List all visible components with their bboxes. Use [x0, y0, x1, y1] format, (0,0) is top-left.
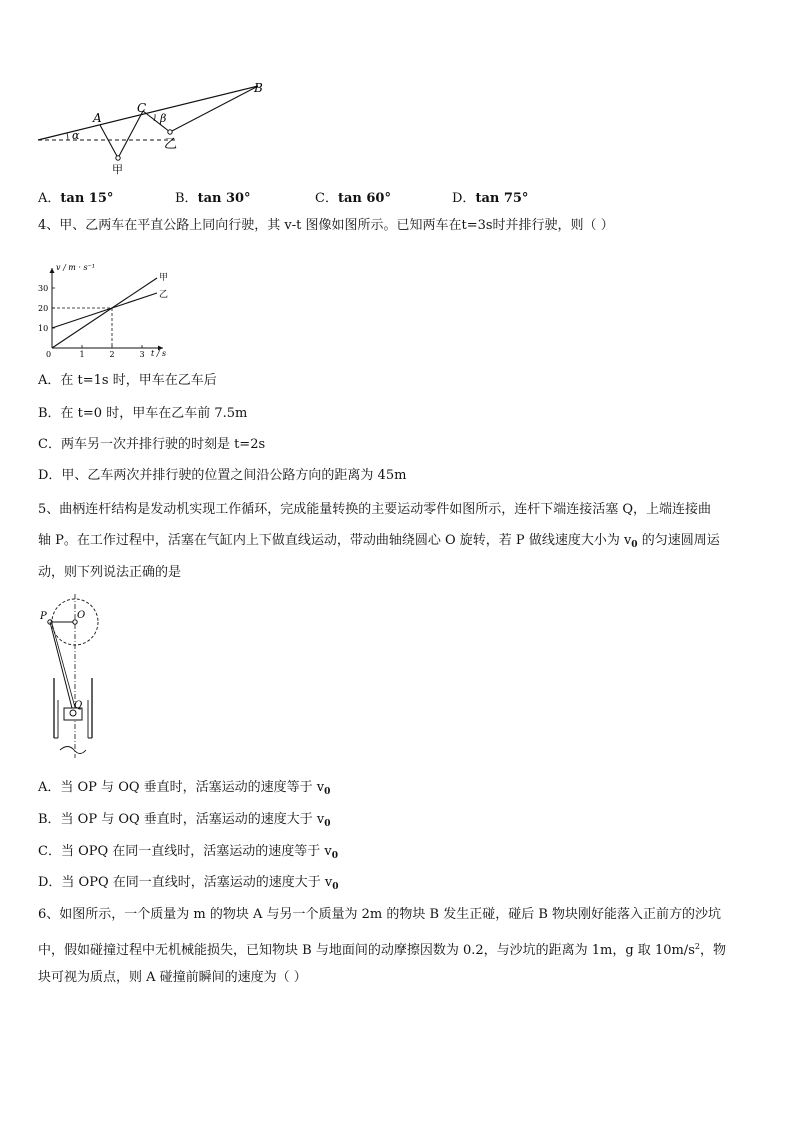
q4-option-a[interactable]: A．在 t=1s 时，甲车在乙车后 — [38, 373, 217, 388]
y-axis-label: v / m · s⁻¹ — [56, 263, 96, 272]
q3-option-a[interactable]: A．tan 15° — [38, 191, 114, 206]
series-label-0: 甲 — [159, 273, 169, 283]
q5-stem-line2: 轴 P。在工作过程中，活塞在气缸内上下做直线运动，带动曲轴绕圆心 O 旋转，若 P 做线速度大小为 $v_0$ 的匀速圆周运 — [38, 533, 720, 550]
q4-option-c[interactable]: C．两车另一次并排行驶的时刻是 t=2s — [38, 437, 266, 452]
fig3-label-alpha: α — [72, 129, 80, 142]
x-tick-label: 3 — [139, 350, 145, 359]
x-tick-label: 1 — [79, 350, 85, 359]
q5-stem-line1: 5、曲柄连杆结构是发动机实现工作循环，完成能量转换的主要运动零件如图所示，连杆下端连接活塞 Q，上端连接曲 — [38, 502, 712, 517]
x-tick-label: 2 — [109, 350, 115, 359]
q5-stem-line3: 动，则下列说法正确的是 — [38, 565, 182, 580]
y-axis-arrow — [50, 268, 55, 273]
q4-stem: 4、甲、乙两车在平直公路上同向行驶，其 v-t 图像如图所示。已知两车在t=3s时并排行驶，则（ ） — [38, 218, 614, 233]
fig3-label-c: C — [137, 101, 147, 115]
q5-label-q: Q — [74, 700, 83, 711]
q5-option-a[interactable]: A．当 OP 与 OQ 垂直时，活塞运动的速度等于 $v_0$ — [38, 780, 331, 797]
q5-option-b[interactable]: B．当 OP 与 OQ 垂直时，活塞运动的速度大于 $v_0$ — [38, 812, 331, 829]
q3-figure — [30, 74, 270, 178]
q4-option-d[interactable]: D．甲、乙车两次并排行驶的位置之间沿公路方向的距离为 45m — [38, 468, 407, 483]
q3-option-b[interactable]: B．tan 30° — [175, 191, 251, 206]
y-tick-label: 30 — [38, 284, 49, 293]
fig3-label-b: B — [254, 81, 263, 95]
fig3-label-yi: 乙 — [164, 137, 178, 152]
q5-label-p: P — [40, 611, 47, 622]
series-line-0 — [52, 278, 157, 348]
q4-option-b[interactable]: B．在 t=0 时，甲车在乙车前 7.5m — [38, 406, 248, 421]
q5-option-d[interactable]: D．当 OPQ 在同一直线时，活塞运动的速度大于 $v_0$ — [38, 875, 339, 892]
series-line-1 — [52, 293, 157, 328]
fig3-label-beta: β — [160, 112, 167, 125]
q4-vt-chart — [30, 252, 200, 362]
x-tick-label: 0 — [46, 350, 52, 359]
fig3-label-jia: 甲 — [112, 163, 123, 176]
q5-crank-figure — [30, 590, 110, 760]
fig3-label-a: A — [93, 111, 102, 125]
q5-option-c[interactable]: C．当 OPQ 在同一直线时，活塞运动的速度等于 $v_0$ — [38, 844, 339, 861]
y-tick-label: 20 — [38, 304, 49, 313]
q5-label-o: O — [77, 610, 86, 621]
q3-option-d[interactable]: D．tan 75° — [452, 191, 529, 206]
x-axis-label: t / s — [151, 349, 167, 358]
series-label-1: 乙 — [159, 290, 169, 300]
q6-line2: 中，假如碰撞过程中无机械能损失，已知物块 B 与地面间的动摩擦因数为 0.2，与沙坑的距离为 1m，g 取 $10m/s^2$，物 — [38, 942, 726, 958]
y-tick-label: 10 — [38, 324, 49, 333]
q6-line1: 6、如图所示，一个质量为 m 的物块 A 与另一个质量为 2m 的物块 B 发生正碰，碰后 B 物块刚好能落入正前方的沙坑 — [38, 907, 722, 922]
q6-line3: 块可视为质点，则 A 碰撞前瞬间的速度为（ ） — [38, 970, 307, 985]
q3-option-c[interactable]: C．tan 60° — [315, 191, 391, 206]
